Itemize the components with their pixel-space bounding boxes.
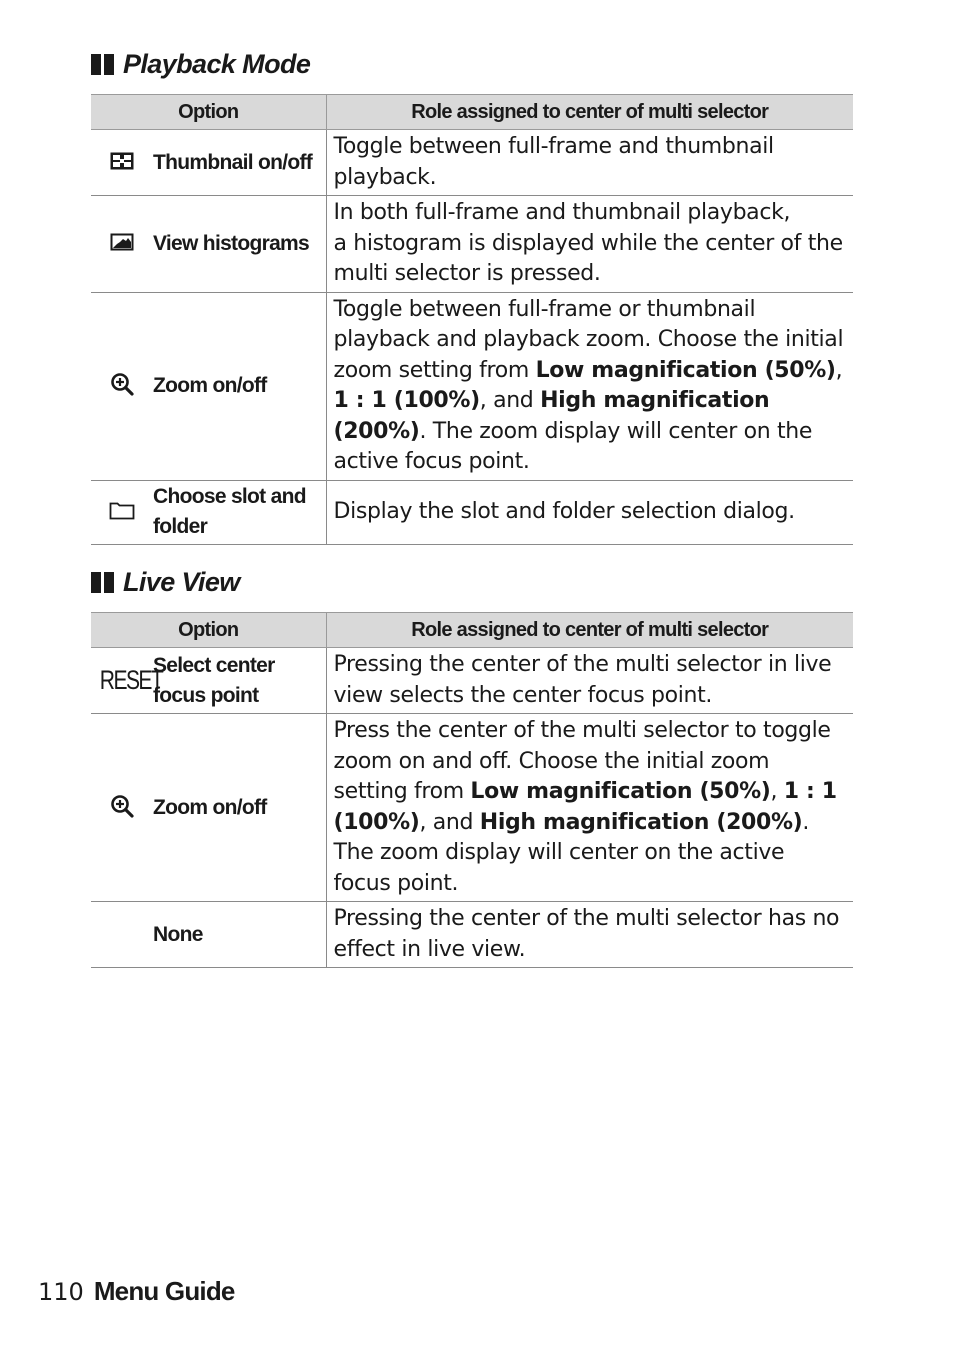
table-row: [91, 714, 853, 902]
thumbnail-icon: [110, 152, 134, 170]
section-title-text: Live View: [123, 567, 240, 597]
option-name: None: [153, 902, 326, 968]
histogram-icon: [110, 233, 134, 251]
table-row: [91, 480, 853, 544]
footer-section-label: Menu Guide: [93, 1276, 235, 1306]
option-name: Thumbnail on/off: [153, 130, 326, 196]
table-header-row: [91, 95, 853, 130]
liveview-options-table: [91, 612, 853, 968]
reset-icon: RESET: [99, 665, 163, 695]
table-header-row: [91, 613, 853, 648]
option-description: Press the center of the multi selector to toggle zoom on and off. Choose the initial zoom setting from Low magnification (50%), 1 : 1 (100%), and High magnification (200%). The zoom display will center on the active focus point.: [326, 714, 853, 902]
section-marker-icon: [91, 54, 114, 75]
header-role: Role assigned to center of multi selector: [326, 613, 853, 648]
zoom-icon: [110, 794, 134, 818]
table-row: [91, 130, 853, 196]
page-footer: [38, 1276, 235, 1307]
section-title-playback: [91, 49, 310, 80]
option-description: Pressing the center of the multi selector has no effect in live view.: [326, 902, 853, 968]
header-option: Option: [91, 95, 326, 130]
header-option: Option: [91, 613, 326, 648]
table-row: [91, 292, 853, 480]
playback-options-table: [91, 94, 853, 545]
option-description: Toggle between full-frame or thumbnail playback and playback zoom. Choose the initial zoom setting from Low magnification (50%), 1 : 1 (100%), and High magnification (200%). The zoom display will center on the active focus point.: [326, 292, 853, 480]
section-marker-icon: [91, 572, 114, 593]
page-number: 110: [38, 1278, 84, 1306]
table-row: [91, 648, 853, 714]
section-title-liveview: [91, 567, 240, 598]
table-row: [91, 196, 853, 293]
option-description: Display the slot and folder selection dialog.: [326, 480, 853, 544]
option-name: Zoom on/off: [153, 714, 326, 902]
table-row: [91, 902, 853, 968]
zoom-icon: [110, 372, 134, 396]
option-description: Toggle between full-frame and thumbnail playback.: [326, 130, 853, 196]
option-description: In both full-frame and thumbnail playback, a histogram is displayed while the center of the multi selector is pressed.: [326, 196, 853, 293]
folder-icon: [109, 500, 135, 520]
option-name: Select center focus point: [153, 648, 326, 714]
section-title-text: Playback Mode: [123, 49, 311, 79]
option-name: Choose slot and folder: [153, 480, 326, 544]
option-name: View histograms: [153, 196, 326, 293]
header-role: Role assigned to center of multi selector: [326, 95, 853, 130]
option-name: Zoom on/off: [153, 292, 326, 480]
option-description: Pressing the center of the multi selector in live view selects the center focus point.: [326, 648, 853, 714]
